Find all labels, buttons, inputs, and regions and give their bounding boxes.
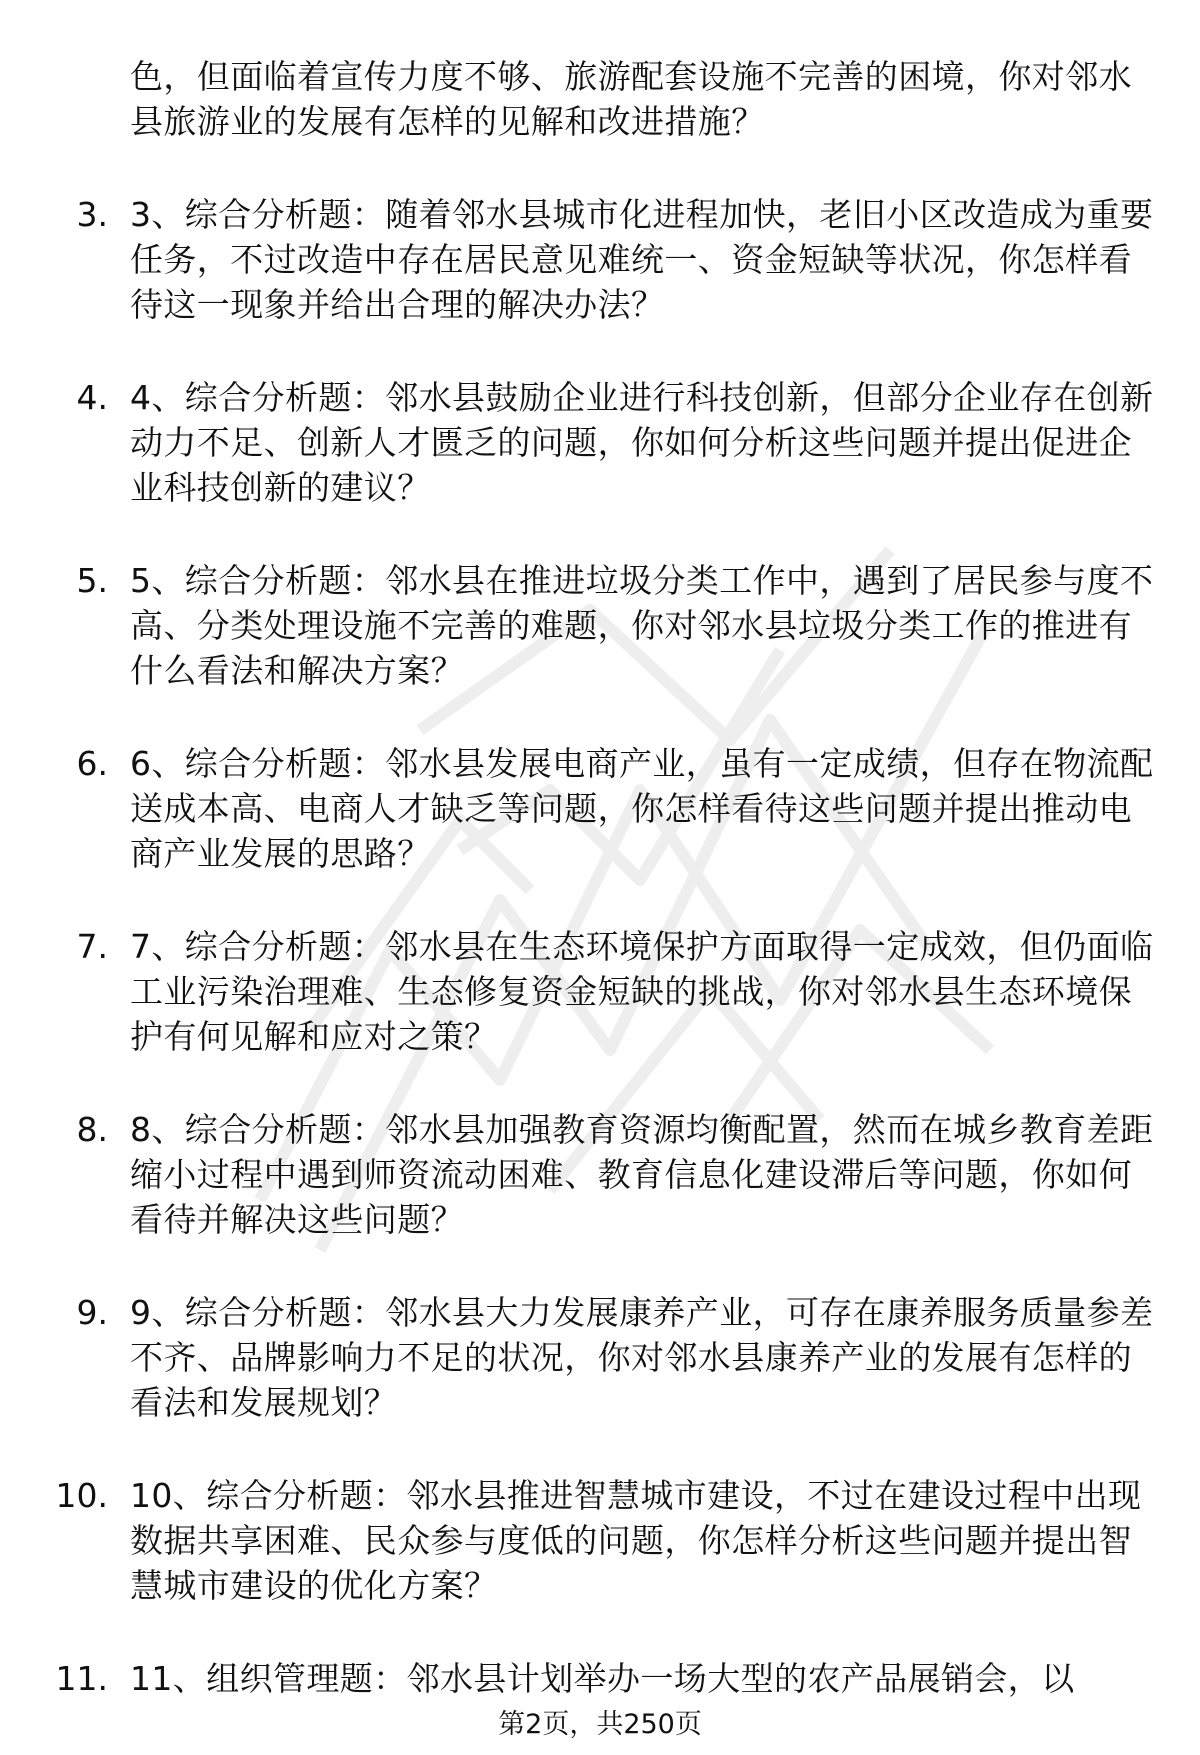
page-footer: 第2页，共250页	[498, 1709, 702, 1740]
question-item-6	[0, 741, 1200, 876]
question-text: 3、综合分析题：随着邻水县城市化进程加快，老旧小区改造成为重要任务，不过改造中存在居民意见难统一、资金短缺等状况，你怎样看待这一现象并给出合理的解决办法？	[130, 195, 1154, 324]
question-number: 9.	[76, 1293, 108, 1332]
question-number: 4.	[76, 378, 108, 417]
question-item-10	[0, 1473, 1200, 1608]
question-number: 3.	[76, 195, 108, 234]
question-text: 6、综合分析题：邻水县发展电商产业，虽有一定成绩，但存在物流配送成本高、电商人才缺乏等问题，你怎样看待这些问题并提出推动电商产业发展的思路？	[130, 744, 1154, 873]
question-item-7	[0, 924, 1200, 1059]
continuation-text: 色，但面临着宣传力度不够、旅游配套设施不完善的困境，你对邻水县旅游业的发展有怎样的见解和改进措施？	[130, 57, 1132, 141]
question-number: 11.	[55, 1659, 108, 1698]
question-number: 7.	[76, 927, 108, 966]
question-text: 10、综合分析题：邻水县推进智慧城市建设，不过在建设过程中出现数据共享困难、民众参与度低的问题，你怎样分析这些问题并提出智慧城市建设的优化方案？	[130, 1476, 1142, 1605]
question-text: 9、综合分析题：邻水县大力发展康养产业，可存在康养服务质量参差不齐、品牌影响力不足的状况，你对邻水县康养产业的发展有怎样的看法和发展规划？	[130, 1293, 1154, 1422]
question-text: 11、组织管理题：邻水县计划举办一场大型的农产品展销会，以	[130, 1659, 1075, 1698]
question-number: 5.	[76, 561, 108, 600]
question-list	[0, 54, 1200, 1749]
question-text: 5、综合分析题：邻水县在推进垃圾分类工作中，遇到了居民参与度不高、分类处理设施不完善的难题，你对邻水县垃圾分类工作的推进有什么看法和解决方案？	[130, 561, 1154, 690]
question-number: 6.	[76, 744, 108, 783]
question-text: 4、综合分析题：邻水县鼓励企业进行科技创新，但部分企业存在创新动力不足、创新人才匮乏的问题，你如何分析这些问题并提出促进企业科技创新的建议？	[130, 378, 1154, 507]
question-item-11	[0, 1656, 1200, 1701]
question-item-8	[0, 1107, 1200, 1242]
question-continuation	[0, 54, 1200, 144]
question-text: 8、综合分析题：邻水县加强教育资源均衡配置，然而在城乡教育差距缩小过程中遇到师资流动困难、教育信息化建设滞后等问题，你如何看待并解决这些问题？	[130, 1110, 1154, 1239]
question-item-5	[0, 558, 1200, 693]
question-text: 7、综合分析题：邻水县在生态环境保护方面取得一定成效，但仍面临工业污染治理难、生态修复资金短缺的挑战，你对邻水县生态环境保护有何见解和应对之策？	[130, 927, 1154, 1056]
question-item-4	[0, 375, 1200, 510]
question-item-9	[0, 1290, 1200, 1425]
question-number: 10.	[55, 1476, 108, 1515]
question-number: 8.	[76, 1110, 108, 1149]
question-item-3	[0, 192, 1200, 327]
